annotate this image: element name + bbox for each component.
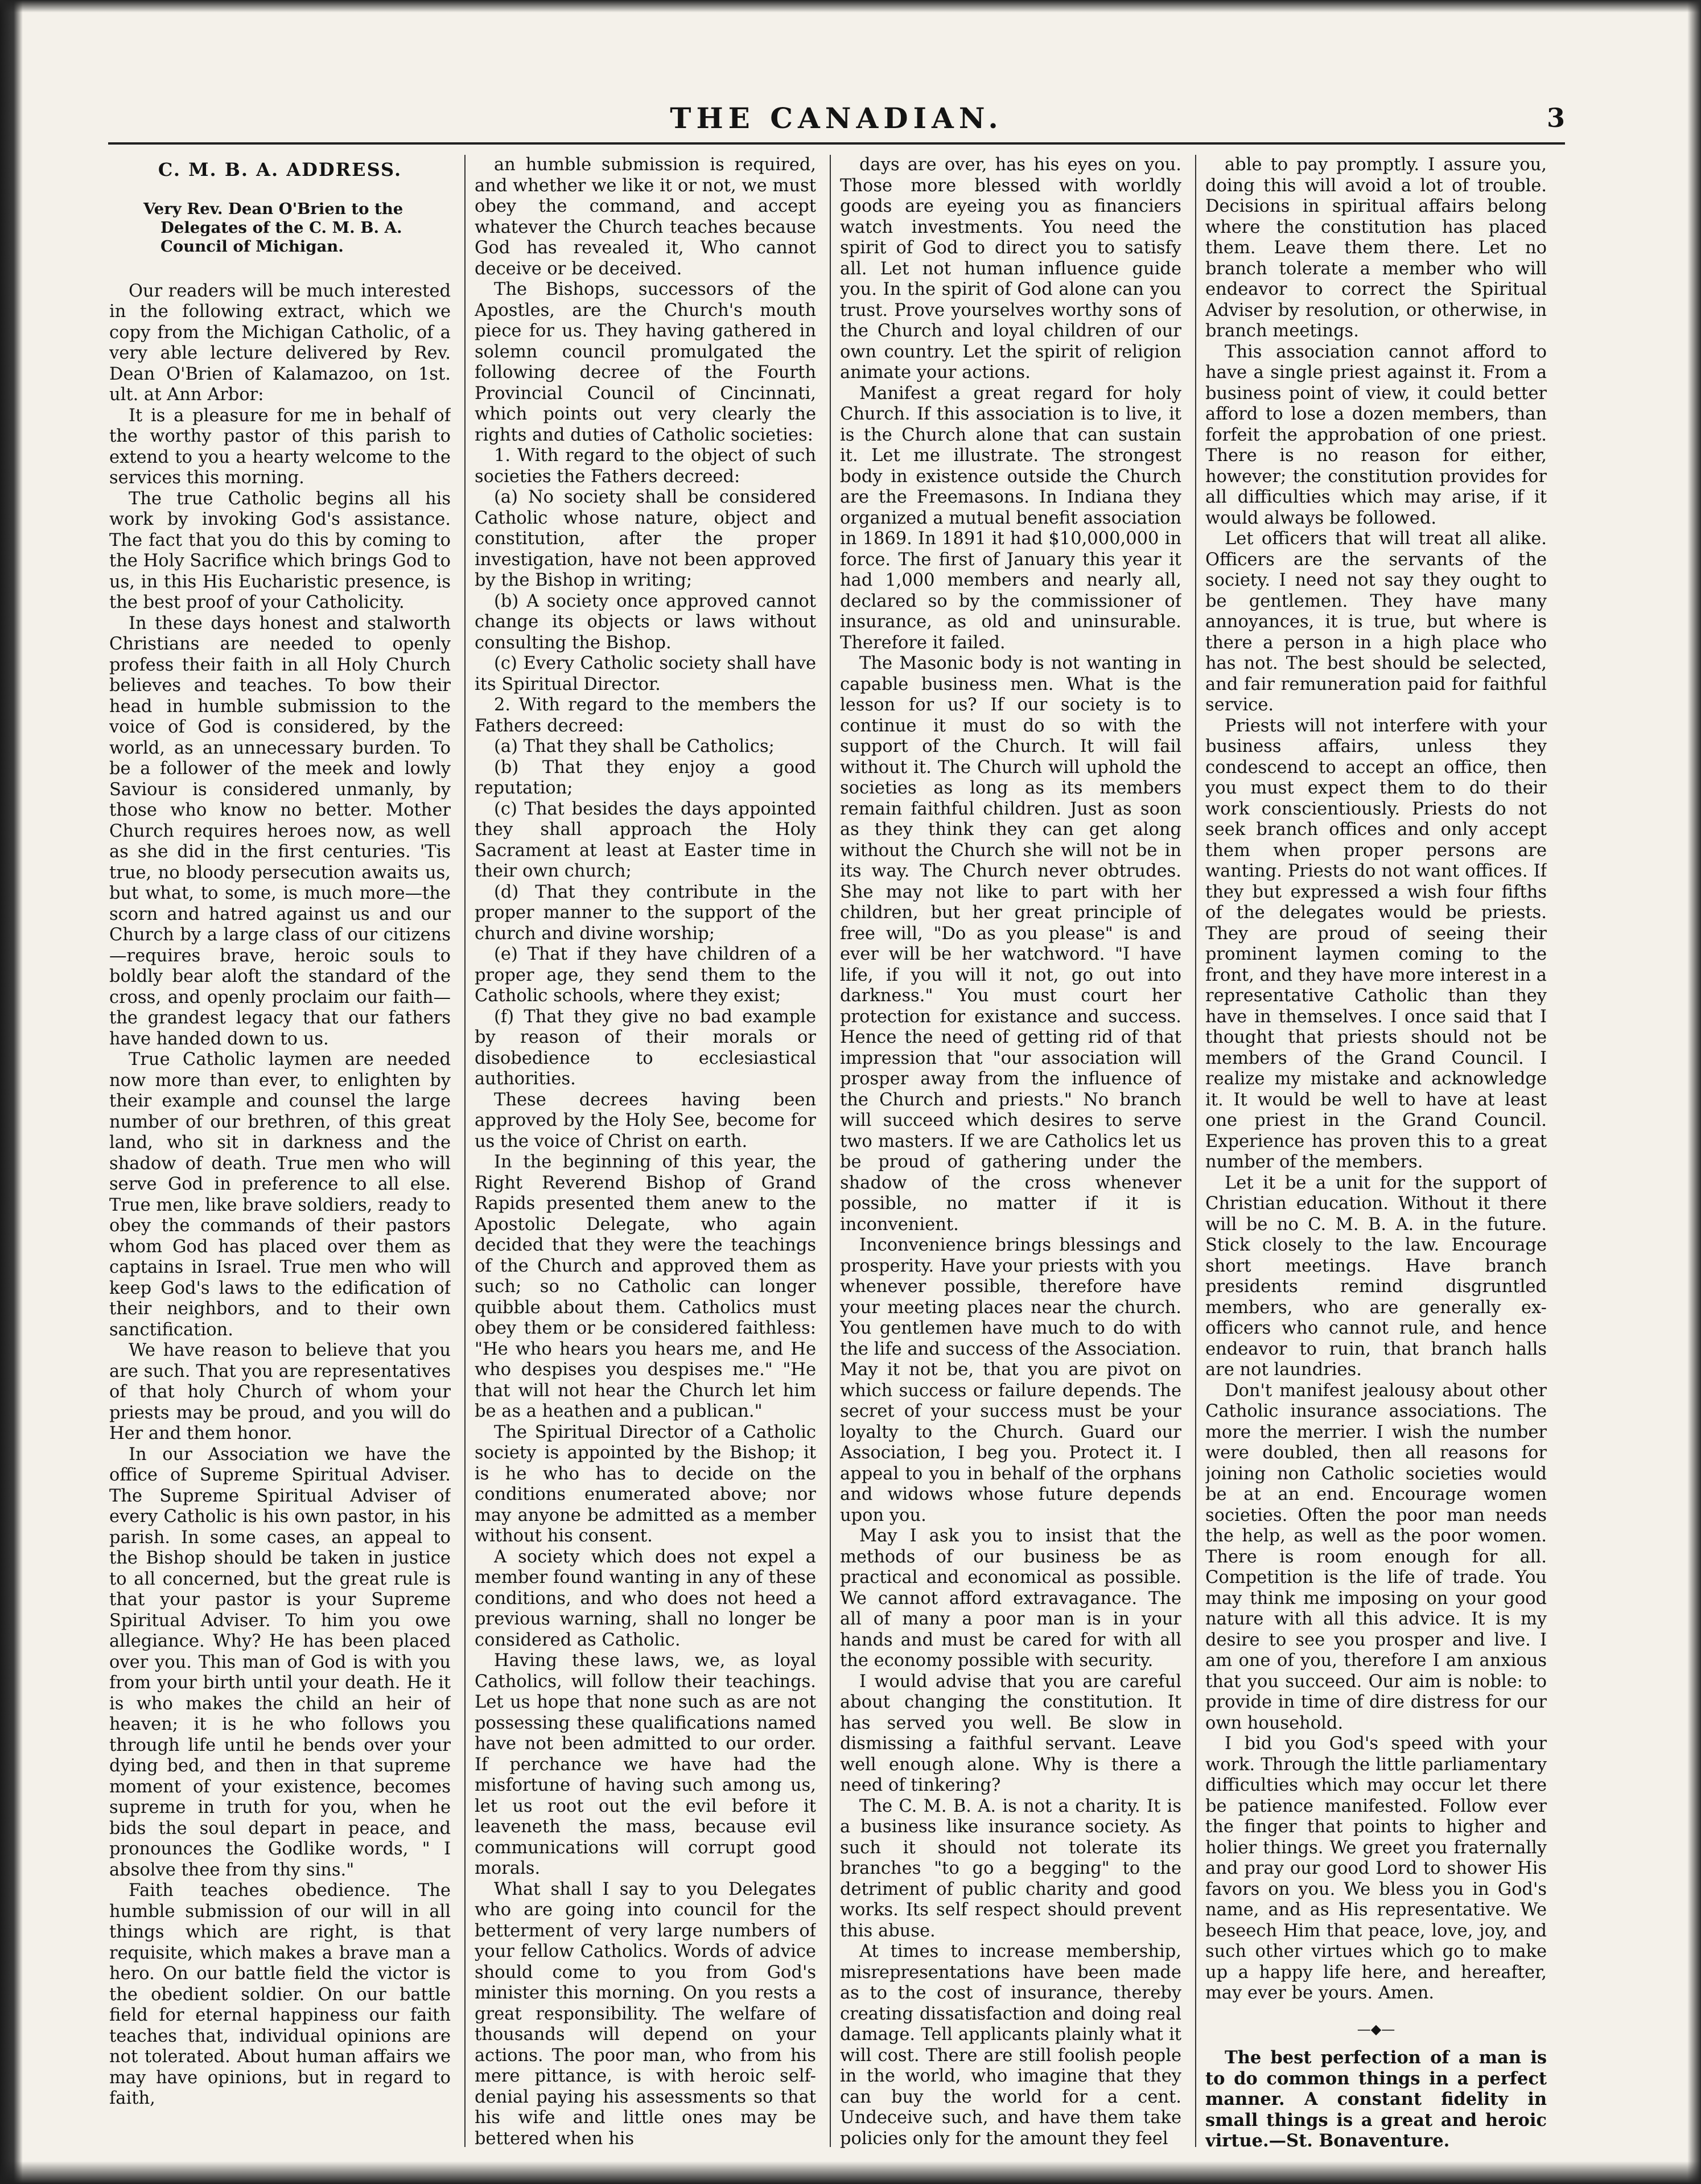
scan-border-left [0, 0, 23, 2184]
paragraph: Let officers that will treat all alike. Officers are the servants of the society. I need not say they ought to be gentlemen. They have many annoyances, it is true, but where is there a person in a high place who has not. The best should be selected, and fair remuneration paid for faithful service. [1205, 529, 1547, 715]
paragraph: 1. With regard to the object of such societies the Fathers decreed: [475, 446, 816, 487]
paragraph: Having these laws, we, as loyal Catholics, will follow their teachings. Let us hope that none such as are not possessing these qualifications named have not been admitted to our order. If perchance we have had the misfortune of having such among us, let us root out the evil before it leaveneth the mass, because evil communications will corrupt good morals. [475, 1651, 816, 1878]
paragraph: It is a pleasure for me in behalf of the worthy pastor of this parish to extend to you a hearty welcome to the services this morning. [109, 405, 451, 488]
scan-border-right [1687, 0, 1701, 2184]
paragraph: A society which does not expel a member found wanting in any of these conditions, and who does not heed a previous warning, shall no longer be considered as Catholic. [475, 1547, 816, 1650]
paragraph: The true Catholic begins all his work by invoking God's assistance. The fact that you do this by coming to the Holy Sacrifice which brings God to us, in this His Eucharistic presence, is the best proof of your Catholicity. [109, 488, 451, 612]
paragraph: (e) That if they have children of a proper age, they send them to the Catholic schools, where they exist; [475, 944, 816, 1006]
paragraph: This association cannot afford to have a single priest against it. From a business point of view, it could better afford to lose a dozen members, than forfeit the approbation of one priest. There is no reason for either, however; the constitution provides for all difficulties which may arise, if it would always be followed. [1205, 342, 1547, 528]
paragraph: Let it be a unit for the support of Christian education. Without it there will be no C. M. B. A. in the future. Stick closely to the law. Encourage short meetings. Have branch presidents remind disgruntled members, who are generally ex-officers who cannot rule, and hence endeavor to ruin, that branch halls are not laundries. [1205, 1173, 1547, 1380]
paragraph: In the beginning of this year, the Right Reverend Bishop of Grand Rapids presented them anew to the Apostolic Delegate, who again decided that they were the teachings of the Church and approved them as such; so no Catholic can longer quibble about them. Catholics must obey them or be considered faithless: "He who hears you hears me, and He who despises you despises me." "He that will not hear the Church let him be as a heathen and a publican." [475, 1152, 816, 1421]
paragraph: Inconvenience brings blessings and prosperity. Have your priests with you whenever possible, therefore have your meeting places near the church. You gentlemen have much to do with the life and success of the Association. May it not be, that you are pivot on which success or failure depends. The secret of your success must be your loyalty to the Church. Guard our Association, I beg you. Protect it. I appeal to you in behalf of the orphans and widows whose future depends upon you. [840, 1235, 1181, 1525]
paragraph: At times to increase membership, misrepresentations have been made as to the cost of insurance, thereby creating dissatisfaction and doing real damage. Tell applicants plainly what it will cost. There are still foolish people in the world, who imagine that they can buy the world for a cent. Undeceive such, and have them take policies only for the amount they feel [840, 1942, 1181, 2149]
paragraph: What shall I say to you Delegates who are going into council for the betterment of very large numbers of your fellow Catholics. Words of advice should come to you from God's minister this morning. On you rests a great responsibility. The welfare of thousands will depend on your actions. The poor man, who from his mere pittance, is with heroic self-denial paying his assessments so that his wife and little ones may be bettered when his [475, 1879, 816, 2149]
paragraph: (c) Every Catholic society shall have its Spiritual Director. [475, 653, 816, 694]
newspaper-title: THE CANADIAN. [670, 101, 1003, 135]
column-rule [464, 155, 466, 2147]
paragraph: The C. M. B. A. is not a charity. It is a business like insurance society. As such it should not tolerate its branches "to go a begging" to the detriment of public charity and good works. Its self respect should prevent this abuse. [840, 1796, 1181, 1941]
column-2 [475, 155, 816, 2158]
column-rule [1195, 155, 1196, 2147]
paragraph: Don't manifest jealousy about other Catholic insurance associations. The more the merrier. I wish the number were doubled, then all reasons for joining non Catholic societies would be at an end. Encourage women societies. Often the poor man needs the help, as well as the poor women. There is room enough for all. Competition is the life of trade. You may think me imposing on your good nature with all this advice. It is my desire to see you prosper and live. I am one of you, therefore I am anxious that you succeed. Our aim is noble: to provide in time of dire distress for our own household. [1205, 1380, 1547, 1733]
paragraph: (b) That they enjoy a good reputation; [475, 757, 816, 798]
page-number: 3 [1546, 102, 1565, 133]
paragraph: (f) That they give no bad example by reason of their morals or disobedience to ecclesiastical authorities. [475, 1006, 816, 1089]
paragraph: In our Association we have the office of Supreme Spiritual Adviser. The Supreme Spiritual Adviser of every Catholic is his own pastor, in his parish. In some cases, an appeal to the Bishop should be taken in justice to all concerned, but the great rule is that your pastor is your Supreme Spiritual Adviser. To him you owe allegiance. Why? He has been placed over you. This man of God is with you from your birth until your death. He it is who makes the child an heir of heaven; it is he who follows you through life until he bends over your dying bed, and then in that supreme moment of your existence, becomes supreme in truth for you, when he bids the soul depart in peace, and pronounces the Godlike words, " I absolve thee from thy sins." [109, 1444, 451, 1880]
paragraph: (a) No society shall be considered Catholic whose nature, object and constitution, after the proper investigation, have not been approved by the Bishop in writing; [475, 487, 816, 590]
scan-border-top [0, 0, 1701, 13]
paragraph: In these days honest and stalworth Christians are needed to openly profess their faith in all Holy Church believes and teaches. To bow their head in humble submission to the voice of God is considered, by the world, as an unnecessary burden. To be a follower of the meek and lowly Saviour is considered unmanly, by those who know no better. Mother Church requires heroes now, as well as she did in the first centuries. 'Tis true, no bloody persecution awaits us, but what, to some, is much more—the scorn and hatred against us and our Church by a large class of our citizens—requires brave, heroic souls to boldly bear aloft the standard of the cross, and openly proclaim our faith—the grandest legacy that our fathers have handed down to us. [109, 613, 451, 1049]
paragraph: able to pay promptly. I assure you, doing this will avoid a lot of trouble. Decisions in spiritual affairs belong where the constitution has placed them. Leave them there. Let no branch tolerate a member who will endeavor to correct the Spiritual Adviser by resolution, or otherwise, in branch meetings. [1205, 155, 1547, 341]
paragraph: The Bishops, successors of the Apostles, are the Church's mouth piece for us. They having gathered in solemn council promulgated the following decree of the Fourth Provincial Council of Cincinnati, which points out very clearly the rights and duties of Catholic societies: [475, 279, 816, 445]
masthead [108, 101, 1565, 141]
paragraph: The Masonic body is not wanting in capable business men. What is the lesson for us? If our society is to continue it must do so with the support of the Church. It will fail without it. The Church will uphold the societies as long as its members remain faithful children. Just as soon as they think they can get along without the Church she will not be in its way. The Church never obtrudes. She may not like to part with her children, but her great principle of free will, "Do as you please" is and ever will be her watchword. "I have life, if you will it not, go out into darkness." You must court her protection for existance and success. Hence the need of getting rid of that impression that "our association will prosper away from the influence of the Church and priests." No branch will succeed which desires to serve two masters. If we are Catholics let us be proud of gathering under the shadow of the cross whenever possible, no matter if it is inconvenient. [840, 653, 1181, 1235]
paragraph: We have reason to believe that you are such. That you are representatives of that holy Church of whom your priests may be proud, and you will do Her and them honor. [109, 1340, 451, 1443]
paragraph: (b) A society once approved cannot change its objects or laws without consulting the Bishop. [475, 591, 816, 653]
paragraph: Priests will not interfere with your business affairs, unless they condescend to accept an office, then you must expect them to do their work conscientiously. Priests do not seek branch offices and only accept them when proper persons are wanting. Priests do not want offices. If they but expressed a wish four fifths of the delegates would be priests. They are proud of seeing their prominent laymen coming to the front, and they have more interest in a representative Catholic than they have in themselves. I once said that I thought that priests should not be members of the Grand Council. I realize my mistake and acknowledge it. It would be well to have at least one priest in the Grand Council. Experience has proven this to a great number of the members. [1205, 715, 1547, 1172]
paragraph: (d) That they contribute in the proper manner to the support of the church and divine worship; [475, 882, 816, 944]
paragraph: May I ask you to insist that the methods of our business be as practical and economical as possible. We cannot afford extravagance. The all of many a poor man is in your hands and must be cared for with all the economy possible with security. [840, 1526, 1181, 1671]
paragraph: The Spiritual Director of a Catholic society is appointed by the Bishop; it is he who has to decide on the conditions enumerated above; nor may anyone be admitted as a member without his consent. [475, 1422, 816, 1546]
paragraph: These decrees having been approved by the Holy See, become for us the voice of Christ on earth. [475, 1089, 816, 1151]
column-body [840, 155, 1181, 2149]
masthead-rule [108, 142, 1565, 145]
column-body [109, 281, 451, 2109]
paragraph: Faith teaches obedience. The humble submission of our will in all things which are right, is that requisite, which makes a brave man a hero. On our battle field the victor is the obedient soldier. On our battle field for eternal happiness our faith teaches that, individual opinions are not tolerated. About human affairs we may have opinions, but in regard to faith, [109, 1881, 451, 2108]
section-separator: —◆— [1357, 2021, 1395, 2037]
paragraph: (c) That besides the days appointed they shall approach the Holy Sacrament at least at Easter time in their own church; [475, 799, 816, 881]
article-headline: C. M. B. A. ADDRESS. [158, 159, 402, 180]
column-body [1205, 155, 1547, 2004]
column-1 [109, 155, 451, 2158]
article-subhead: Very Rev. Dean O'Brien to the Delegates of the C. M. B. A. Council of Michigan. [143, 199, 403, 256]
paragraph: Manifest a great regard for holy Church. If this association is to live, it is the Church alone that can sustain it. Let me illustrate. The strongest body in existence outside the Church are the Freemasons. In Indiana they organized a mutual benefit association in 1869. In 1891 it had $10,000,000 in force. The first of January this year it had 1,000 members and nearly all, declared so by the commissioner of insurance, as old and uninsurable. Therefore it failed. [840, 383, 1181, 653]
paragraph: Our readers will be much interested in the following extract, which we copy from the Michigan Catholic, of a very able lecture delivered by Rev. Dean O'Brien of Kalamazoo, on 1st. ult. at Ann Arbor: [109, 281, 451, 405]
paragraph: I would advise that you are careful about changing the constitution. It has served you well. Be slow in dismissing a faithful servant. Leave well enough alone. Why is there a need of tinkering? [840, 1671, 1181, 1795]
column-4 [1205, 155, 1547, 2158]
paragraph: True Catholic laymen are needed now more than ever, to enlighten by their example and counsel the large number of our brethren, of this great land, who sit in darkness and the shadow of death. True men who will serve God in preference to all else. True men, like brave soldiers, ready to obey the commands of their pastors whom God has placed over them as captains in Israel. True men who will keep God's laws to the edification of their neighbors, and to their own sanctification. [109, 1050, 451, 1340]
column-rule [830, 155, 831, 2147]
scan-border-bottom [0, 2161, 1701, 2184]
paragraph: days are over, has his eyes on you. Those more blessed with worldly goods are eyeing you as financiers watch investments. You need the spirit of God to direct you to satisfy all. Let not human influence guide you. In the spirit of God alone can you trust. Prove yourselves worthy sons of the Church and loyal children of our own country. Let the spirit of religion animate your actions. [840, 155, 1181, 382]
paragraph: (a) That they shall be Catholics; [494, 737, 775, 756]
column-body [475, 155, 816, 2149]
column-3 [840, 155, 1181, 2158]
paragraph: an humble submission is required, and whether we like it or not, we must obey the command, and accept whatever the Church teaches because God has revealed it, Who cannot deceive or be deceived. [475, 155, 816, 279]
paragraph: 2. With regard to the members the Fathers decreed: [475, 695, 816, 736]
paragraph: I bid you God's speed with your work. Through the little parliamentary difficulties which may occur let there be patience manifested. Follow ever the finger that points to higher and holier things. We greet you fraternally and pray our good Lord to shower His favors on you. We bless you in God's name, and as His representative. We beseech Him that peace, love, joy, and such other virtues which go to make up a happy life here, and hereafter, may ever be yours. Amen. [1205, 1734, 1547, 2003]
filler-quote: The best perfection of a man is to do common things in a perfect manner. A constant fidelity in small things is a great and heroic virtue.—St. Bonaventure. [1205, 2047, 1547, 2151]
